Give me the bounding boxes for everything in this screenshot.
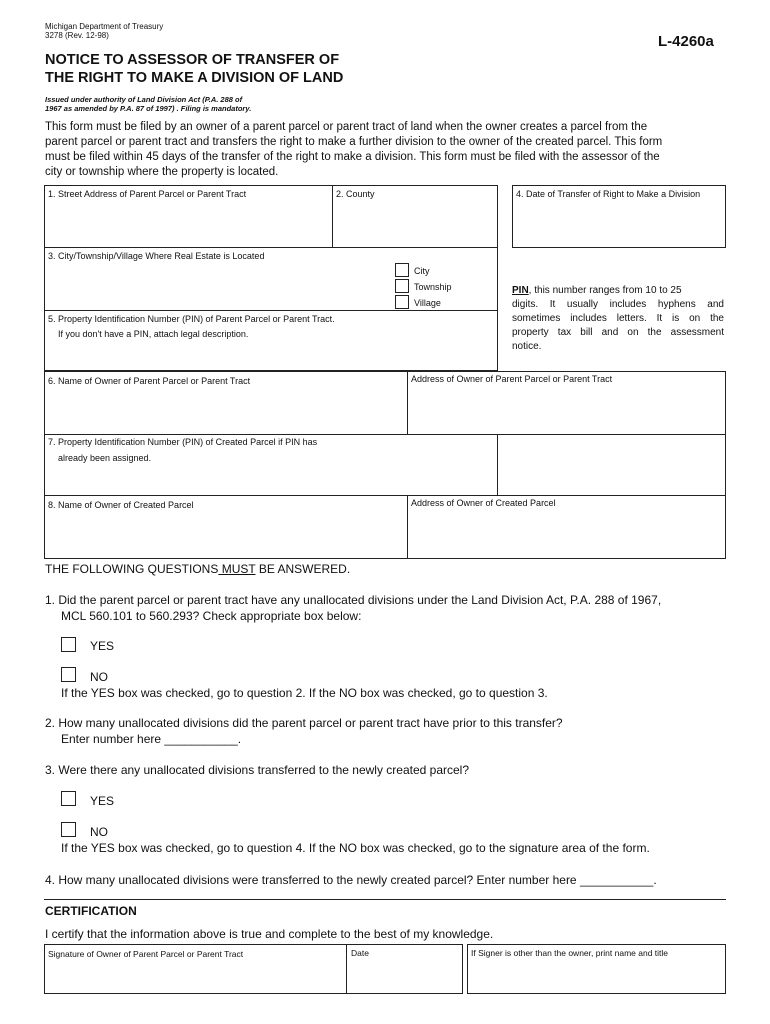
created-pin-spacer: [497, 434, 726, 496]
parent-pin-label: 5. Property Identification Number (PIN) of Parent Parcel or Parent Tract.: [48, 314, 335, 324]
pin-note-line: digits. It usually includes hyphens and: [512, 299, 724, 310]
agency-name: Michigan Department of Treasury: [45, 22, 164, 31]
village-option-label: Village: [414, 298, 441, 308]
intro-line: city or township where the property is located.: [45, 166, 279, 178]
questions-heading: [45, 562, 350, 577]
pin-note-line: notice.: [512, 341, 542, 352]
questions-heading-text: THE FOLLOWING QUESTIONS: [45, 562, 219, 576]
certification-heading: CERTIFICATION: [45, 904, 137, 918]
signer-label: If Signer is other than the owner, print name and title: [471, 948, 669, 958]
parent-pin-sublabel: If you don't have a PIN, attach legal description.: [58, 329, 249, 339]
q3-yes-label: YES: [90, 794, 115, 808]
pin-note: [512, 284, 724, 354]
intro-paragraph: [45, 120, 735, 180]
pin-note-line: [512, 284, 724, 298]
pin-note-line: sometimes includes letters. It is on the: [512, 313, 724, 324]
village-checkbox[interactable]: [395, 295, 409, 309]
question-1-cont: MCL 560.101 to 560.293? Check appropriate box below:: [61, 609, 362, 623]
created-owner-address-label: Address of Owner of Created Parcel: [411, 498, 556, 508]
intro-line: must be filed within 45 days of the transfer of the right to make a division. This form must be filed with the assessor of the: [45, 151, 660, 163]
signature-label: Signature of Owner of Parent Parcel or Parent Tract: [48, 949, 244, 959]
authority-line1: Issued under authority of Land Division Act (P.A. 288 of: [45, 95, 243, 104]
q1-instruction: If the YES box was checked, go to question 2. If the NO box was checked, go to question 3.: [61, 686, 548, 700]
q1-no-label: NO: [90, 670, 108, 684]
date-label: Date: [351, 948, 369, 958]
township-checkbox[interactable]: [395, 279, 409, 293]
certification-divider: [44, 899, 726, 900]
question-3: 3. Were there any unallocated divisions transferred to the newly created parcel?: [45, 763, 470, 777]
q3-instruction: If the YES box was checked, go to question 4. If the NO box was checked, go to the signature area of the form.: [61, 841, 650, 855]
created-pin-sublabel: already been assigned.: [58, 453, 152, 463]
intro-line: parent parcel or parent tract and transfers the right to make a further division to the owner of the created parcel. This form: [45, 136, 663, 148]
q1-yes-label: YES: [90, 639, 115, 653]
question-1: 1. Did the parent parcel or parent tract have any unallocated divisions under the Land Division Act, P.A. 288 of 1967,: [45, 593, 662, 607]
form-revision: 3278 (Rev. 12-98): [45, 31, 109, 40]
questions-heading-must: MUST: [218, 562, 256, 576]
parent-owner-name-label: 6. Name of Owner of Parent Parcel or Parent Tract: [48, 376, 251, 386]
question-2-entry[interactable]: Enter number here ___________.: [61, 732, 242, 746]
county-label: 2. County: [336, 189, 375, 199]
form-number: L-4260a: [658, 33, 714, 50]
township-option-label: Township: [414, 282, 452, 292]
form-title-line1: NOTICE TO ASSESSOR OF TRANSFER OF: [45, 52, 340, 68]
transfer-date-label: 4. Date of Transfer of Right to Make a Division: [516, 189, 701, 199]
pin-note-text: , this number ranges from 10 to 25: [528, 285, 682, 296]
created-pin-label: 7. Property Identification Number (PIN) of Created Parcel if PIN has: [48, 437, 318, 447]
parent-owner-address-label: Address of Owner of Parent Parcel or Parent Tract: [411, 374, 613, 384]
pin-note-line: property tax bill and on the assessment: [512, 327, 724, 338]
city-option-label: City: [414, 266, 430, 276]
q1-yes-checkbox[interactable]: [61, 637, 76, 652]
city-checkbox[interactable]: [395, 263, 409, 277]
created-owner-name-label: 8. Name of Owner of Created Parcel: [48, 500, 194, 510]
pin-term: PIN: [512, 285, 529, 296]
questions-heading-text: BE ANSWERED.: [255, 562, 351, 576]
q1-no-checkbox[interactable]: [61, 667, 76, 682]
form-title-line2: THE RIGHT TO MAKE A DIVISION OF LAND: [45, 70, 344, 86]
q3-no-label: NO: [90, 825, 108, 839]
question-2: 2. How many unallocated divisions did the parent parcel or parent tract have prior to this transfer?: [45, 716, 563, 730]
q3-yes-checkbox[interactable]: [61, 791, 76, 806]
q3-no-checkbox[interactable]: [61, 822, 76, 837]
intro-line: This form must be filed by an owner of a parent parcel or parent tract of land when the owner creates a parcel from the: [45, 121, 648, 133]
street-address-label: 1. Street Address of Parent Parcel or Parent Tract: [48, 189, 247, 199]
certification-statement: I certify that the information above is true and complete to the best of my knowledge.: [45, 927, 494, 941]
question-4[interactable]: 4. How many unallocated divisions were transferred to the newly created parcel? Enter number here ___________.: [45, 873, 657, 887]
authority-line2: 1967 as amended by P.A. 87 of 1997) . Filing is mandatory.: [45, 104, 252, 113]
municipality-label: 3. City/Township/Village Where Real Estate is Located: [48, 251, 265, 261]
